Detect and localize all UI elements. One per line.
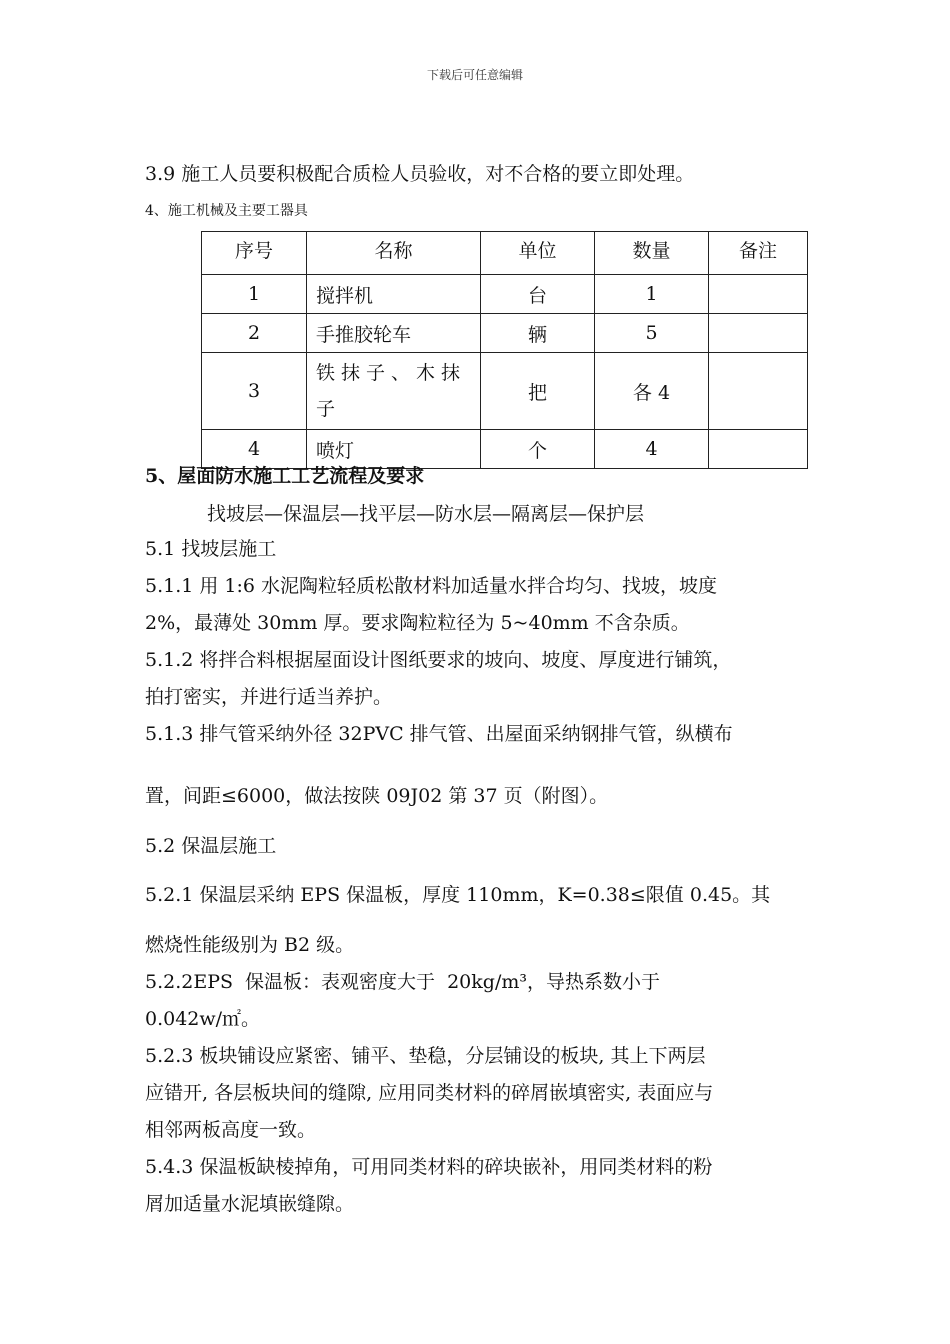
- paragraph-5-4-3-line1: 5.4.3 保温板缺棱掉角，可用同类材料的碎块嵌补，用同类材料的粉: [145, 1156, 713, 1178]
- section-5-1-title: 5.1 找坡层施工: [145, 538, 277, 560]
- cell-index: 3: [202, 353, 307, 430]
- paragraph-5-1-2-line2: 拍打密实，并进行适当养护。: [145, 686, 393, 708]
- cell-remark: [709, 314, 808, 353]
- section-4-title: 4、施工机械及主要工器具: [145, 203, 308, 219]
- table-header-row: [202, 232, 808, 275]
- paragraph-5-1-3-line2: 置，间距≤6000，做法按陕 09J02 第 37 页（附图）。: [145, 785, 609, 807]
- table-row: [202, 275, 808, 314]
- paragraph-5-1-1-line2: 2%，最薄处 30mm 厚。要求陶粒粒径为 5~40mm 不含杂质。: [145, 612, 690, 634]
- cell-unit: 把: [481, 353, 595, 430]
- paragraph-5-1-1-line1: 5.1.1 用 1:6 水泥陶粒轻质松散材料加适量水拌合均匀、找坡，坡度: [145, 575, 718, 597]
- paragraph-5-2-1-line2: 燃烧性能级别为 B2 级。: [145, 934, 355, 956]
- table-row: [202, 314, 808, 353]
- process-flow: 找坡层—保温层—找平层—防水层—隔离层—保护层: [207, 503, 645, 525]
- paragraph-5-1-3-line1: 5.1.3 排气管采纳外径 32PVC 排气管、出屋面采纳钢排气管，纵横布: [145, 723, 733, 745]
- cell-remark: [709, 275, 808, 314]
- cell-quantity: 5: [595, 314, 709, 353]
- header-cell-quantity: 数量: [595, 232, 709, 275]
- cell-remark: [709, 430, 808, 469]
- header-cell-remark: 备注: [709, 232, 808, 275]
- cell-index: 1: [202, 275, 307, 314]
- page-header: 下载后可任意编辑: [426, 68, 523, 82]
- cell-quantity: 4: [595, 430, 709, 469]
- table-row: [202, 430, 808, 469]
- section-5-2-title: 5.2 保温层施工: [145, 835, 277, 857]
- cell-name: 手推胶轮车: [307, 314, 481, 353]
- cell-quantity: 1: [595, 275, 709, 314]
- cell-name: 搅拌机: [307, 275, 481, 314]
- cell-unit: 辆: [481, 314, 595, 353]
- cell-name: 铁抹子、木抹子: [307, 353, 481, 430]
- paragraph-5-2-1-line1: 5.2.1 保温层采纳 EPS 保温板，厚度 110mm，K=0.38≤限值 0.45。其: [145, 884, 771, 906]
- cell-index: 2: [202, 314, 307, 353]
- paragraph-5-2-3-line2: 应错开, 各层板块间的缝隙, 应用同类材料的碎屑嵌填密实, 表面应与: [145, 1082, 714, 1104]
- cell-index: 4: [202, 430, 307, 469]
- cell-quantity: 各 4: [595, 353, 709, 430]
- paragraph-5-2-3-line3: 相邻两板高度一致。: [145, 1119, 317, 1141]
- table-row: [202, 353, 808, 430]
- header-cell-name: 名称: [307, 232, 481, 275]
- paragraph-5-2-2-line2: 0.042w/㎡。: [145, 1008, 261, 1030]
- paragraph-5-2-3-line1: 5.2.3 板块铺设应紧密、铺平、垫稳，分层铺设的板块, 其上下两层: [145, 1045, 706, 1067]
- paragraph-5-4-3-line2: 屑加适量水泥填嵌缝隙。: [145, 1193, 355, 1215]
- header-cell-index: 序号: [202, 232, 307, 275]
- cell-unit: 个: [481, 430, 595, 469]
- cell-remark: [709, 353, 808, 430]
- equipment-table: [201, 231, 808, 469]
- paragraph-3-9: 3.9 施工人员要积极配合质检人员验收，对不合格的要立即处理。: [145, 163, 695, 185]
- paragraph-5-2-2-line1: 5.2.2EPS 保温板：表观密度大于 20kg/m³，导热系数小于: [145, 971, 660, 993]
- paragraph-5-1-2-line1: 5.1.2 将拌合料根据屋面设计图纸要求的坡向、坡度、厚度进行铺筑，: [145, 649, 732, 671]
- header-cell-unit: 单位: [481, 232, 595, 275]
- section-5-title: 5、屋面防水施工工艺流程及要求: [145, 465, 425, 487]
- cell-unit: 台: [481, 275, 595, 314]
- cell-name: 喷灯: [307, 430, 481, 469]
